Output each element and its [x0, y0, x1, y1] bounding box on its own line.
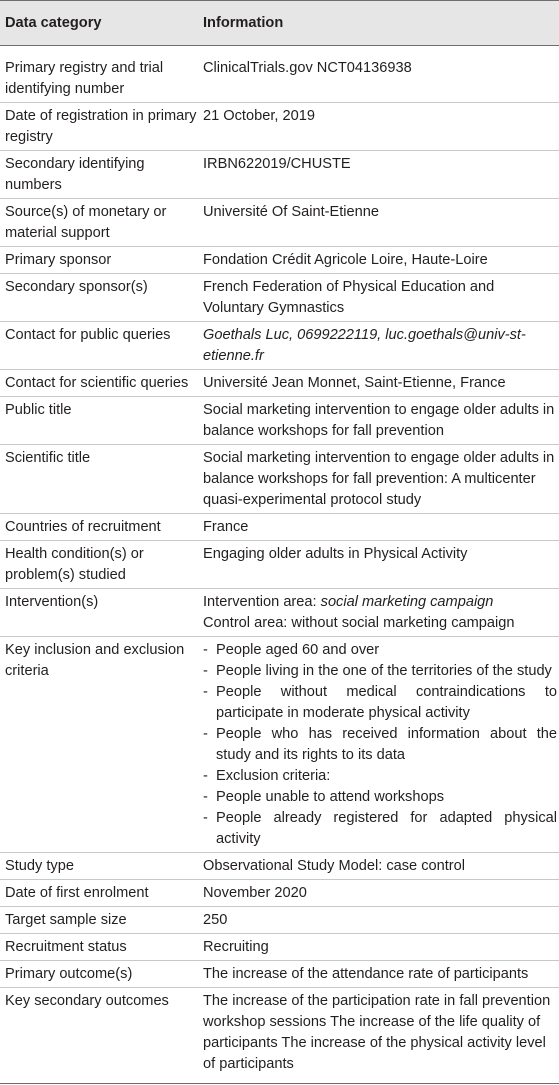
intervention-value [203, 589, 559, 637]
criteria-item: - People aged 60 and over [203, 642, 380, 658]
table-row [0, 988, 559, 1084]
table-row [0, 46, 559, 103]
row-value: Social marketing intervention to engage older adults in balance workshops for fall prevention [203, 397, 559, 445]
header-information: Information [203, 1, 559, 46]
criteria-item: - People living in the one of the territories of the study [203, 663, 552, 679]
row-label: Health condition(s) or problem(s) studied [0, 541, 203, 589]
table-row [0, 247, 559, 274]
criteria-item: - People unable to attend workshops [203, 789, 444, 805]
criteria-text: People unable to attend workshops [216, 789, 444, 805]
criteria-text: People already registered for adapted physical activity [216, 810, 557, 847]
row-value: Engaging older adults in Physical Activity [203, 541, 559, 589]
table-row [0, 637, 559, 853]
row-label: Public title [0, 397, 203, 445]
row-value: Recruiting [203, 934, 559, 961]
row-value: Université Jean Monnet, Saint-Etienne, France [203, 370, 559, 397]
row-value: Université Of Saint-Etienne [203, 199, 559, 247]
table-row [0, 397, 559, 445]
row-value: ClinicalTrials.gov NCT04136938 [203, 46, 559, 103]
row-value: November 2020 [203, 880, 559, 907]
control-line-text: Control area: without social marketing campaign [203, 615, 515, 631]
criteria-text: People who has received information about the study and its rights to its data [216, 726, 557, 763]
criteria-list [203, 640, 559, 850]
table-row [0, 103, 559, 151]
criteria-item: - People without medical contraindications to participate in moderate physical activity [203, 684, 557, 721]
row-value: French Federation of Physical Education and Voluntary Gymnastics [203, 274, 559, 322]
row-label: Date of first enrolment [0, 880, 203, 907]
table-row [0, 961, 559, 988]
table-row [0, 541, 559, 589]
criteria-item: - People who has received information about the study and its rights to its data [203, 726, 557, 763]
table-row [0, 151, 559, 199]
row-label: Source(s) of monetary or material support [0, 199, 203, 247]
table-row [0, 514, 559, 541]
table-header [0, 1, 559, 46]
criteria-item: - Exclusion criteria: [203, 768, 331, 784]
table-row [0, 322, 559, 370]
row-value: 21 October, 2019 [203, 103, 559, 151]
row-label: Key inclusion and exclusion criteria [0, 637, 203, 853]
row-value: Social marketing intervention to engage older adults in balance workshops for fall prevention: A multicenter quasi-experimental protocol study [203, 445, 559, 514]
intervention-line-text: Intervention area: [203, 594, 321, 610]
criteria-text: Exclusion criteria: [216, 768, 331, 784]
row-label: Recruitment status [0, 934, 203, 961]
row-value: Fondation Crédit Agricole Loire, Haute-Loire [203, 247, 559, 274]
table-row [0, 589, 559, 637]
row-label: Secondary identifying numbers [0, 151, 203, 199]
intervention-line [203, 592, 559, 613]
header-data-category: Data category [0, 1, 203, 46]
row-label: Contact for public queries [0, 322, 203, 370]
intervention-line-italic: social marketing campaign [320, 594, 494, 610]
row-label: Countries of recruitment [0, 514, 203, 541]
table-row [0, 370, 559, 397]
row-label: Primary registry and trial identifying number [0, 46, 203, 103]
row-value: 250 [203, 907, 559, 934]
row-label: Date of registration in primary registry [0, 103, 203, 151]
table-row [0, 907, 559, 934]
row-label: Secondary sponsor(s) [0, 274, 203, 322]
table-row [0, 199, 559, 247]
table-row [0, 274, 559, 322]
contact-email-value: Goethals Luc, 0699222119, luc.goethals@univ-st-etienne.fr [203, 322, 559, 370]
criteria-text: People without medical contraindications to participate in moderate physical activity [216, 684, 557, 721]
row-value: The increase of the participation rate in fall prevention workshop sessions The increase of the life quality of participants The increase of the physical activity level of participants [203, 988, 559, 1084]
row-label: Primary sponsor [0, 247, 203, 274]
row-label: Primary outcome(s) [0, 961, 203, 988]
row-label: Key secondary outcomes [0, 988, 203, 1084]
row-label: Contact for scientific queries [0, 370, 203, 397]
row-value: IRBN622019/CHUSTE [203, 151, 559, 199]
row-label: Scientific title [0, 445, 203, 514]
table-row [0, 853, 559, 880]
table-row [0, 934, 559, 961]
criteria-value [203, 637, 559, 853]
table-body [0, 46, 559, 1084]
table-row [0, 445, 559, 514]
row-label: Target sample size [0, 907, 203, 934]
row-value: The increase of the attendance rate of participants [203, 961, 559, 988]
criteria-text: People living in the one of the territories of the study [216, 663, 552, 679]
row-label: Intervention(s) [0, 589, 203, 637]
row-value: Observational Study Model: case control [203, 853, 559, 880]
table-row [0, 880, 559, 907]
criteria-text: People aged 60 and over [216, 642, 380, 658]
criteria-item: - People already registered for adapted physical activity [203, 810, 557, 847]
row-value: France [203, 514, 559, 541]
control-line [203, 613, 559, 634]
header-row [0, 1, 559, 46]
row-label: Study type [0, 853, 203, 880]
